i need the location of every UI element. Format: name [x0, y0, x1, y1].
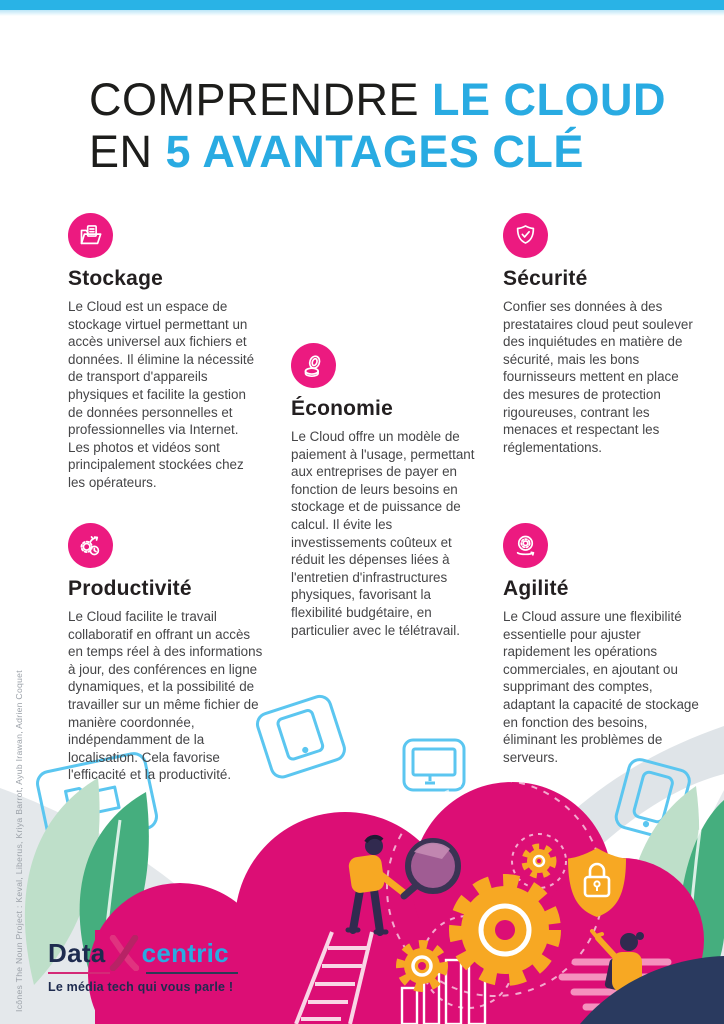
title-blue-2: 5 AVANTAGES CLÉ: [165, 126, 584, 177]
title-dark-2: EN: [89, 126, 153, 177]
section-title-agilite: Agilité: [503, 577, 569, 600]
section-title-securite: Sécurité: [503, 267, 588, 290]
section-title-economie: Économie: [291, 397, 393, 420]
section-body-stockage: Le Cloud est un espace de stockage virtuel permettant un accès universel aux fichiers et données. Il élimine la nécessité de transport d'appareils physiques et facilite la gestion de données personnelles et professionnelles via Internet. Les photos et vidéos sont principalement stockées chez les opérateurs.: [68, 299, 255, 490]
logo-row: [48, 936, 233, 970]
top-accent-fade: [0, 10, 724, 16]
title-line-2: [89, 126, 669, 178]
logo-centric-text: centric: [141, 937, 229, 968]
section-agilite: [503, 523, 701, 766]
section-body-productivite: Le Cloud facilite le travail collaboratif en offrant un accès en temps réel à des informations à jour, des conférences en ligne dynamiques, et la possibilité de travailler sur un même fichier de manière coordonnée, indépendamment de la localisation. Cela favorise l'efficacité et la productivité.: [68, 609, 263, 783]
section-title-stockage: Stockage: [68, 267, 163, 290]
gear-sync-icon: [503, 523, 548, 568]
section-body-securite: Confier ses données à des prestataires cloud peut soulever des inquiétudes en matière de sécurité, mais les bons fournisseurs mettent en place des mesures de protection rigoureuses, contrant les menaces et respectant les réglementations.: [503, 299, 693, 455]
section-body-agilite: Le Cloud assure une flexibilité essentielle pour ajuster rapidement les opérations commerciales, en ajoutant ou supprimant des comptes, adaptant la capacité de stockage en fonction des besoins, éliminant les problèmes de serveurs.: [503, 609, 699, 765]
gear-clock-icon: [68, 523, 113, 568]
logo-data-text: Data: [48, 937, 106, 968]
section-stockage: [68, 213, 262, 492]
magnifying-glass-icon: [404, 841, 458, 896]
logo-underline-pink: [48, 972, 110, 974]
top-accent-bar: [0, 0, 724, 10]
page-title: [89, 74, 669, 178]
logo-tagline: Le média tech qui vous parle !: [48, 980, 234, 994]
folder-documents-icon: [68, 213, 113, 258]
brand-logo: [48, 936, 233, 994]
logo-x-icon: [109, 935, 139, 971]
title-line-1: [89, 74, 669, 126]
floating-monitor-icon: [404, 740, 464, 790]
coins-icon: [291, 343, 336, 388]
title-blue-1: LE CLOUD: [432, 74, 667, 125]
section-body-economie: Le Cloud offre un modèle de paiement à l'usage, permettant aux entreprises de payer en fonction de leurs besoins en stockage et de puissance de calcul. Il évite les investissements coûteux et réduit les dépenses liées à l'entretien d'infrastructures physiques, favorisant la flexibilité budgétaire, en particulier avec le télétravail.: [291, 429, 475, 638]
section-title-productivite: Productivité: [68, 577, 192, 600]
icon-credits: Icônes The Noun Project : Keval, Liberus, Kriya Barrot, Ayub Irawan, Adrien Coquet: [14, 670, 24, 1012]
section-productivite: [68, 523, 268, 784]
logo-underline-dark: [146, 972, 238, 974]
small-gear-icon: [401, 945, 443, 987]
section-securite: [503, 213, 703, 456]
section-economie: [291, 343, 485, 639]
shield-check-icon: [503, 213, 548, 258]
floating-tablet-icon: [255, 694, 348, 780]
title-dark-1: COMPRENDRE: [89, 74, 420, 125]
